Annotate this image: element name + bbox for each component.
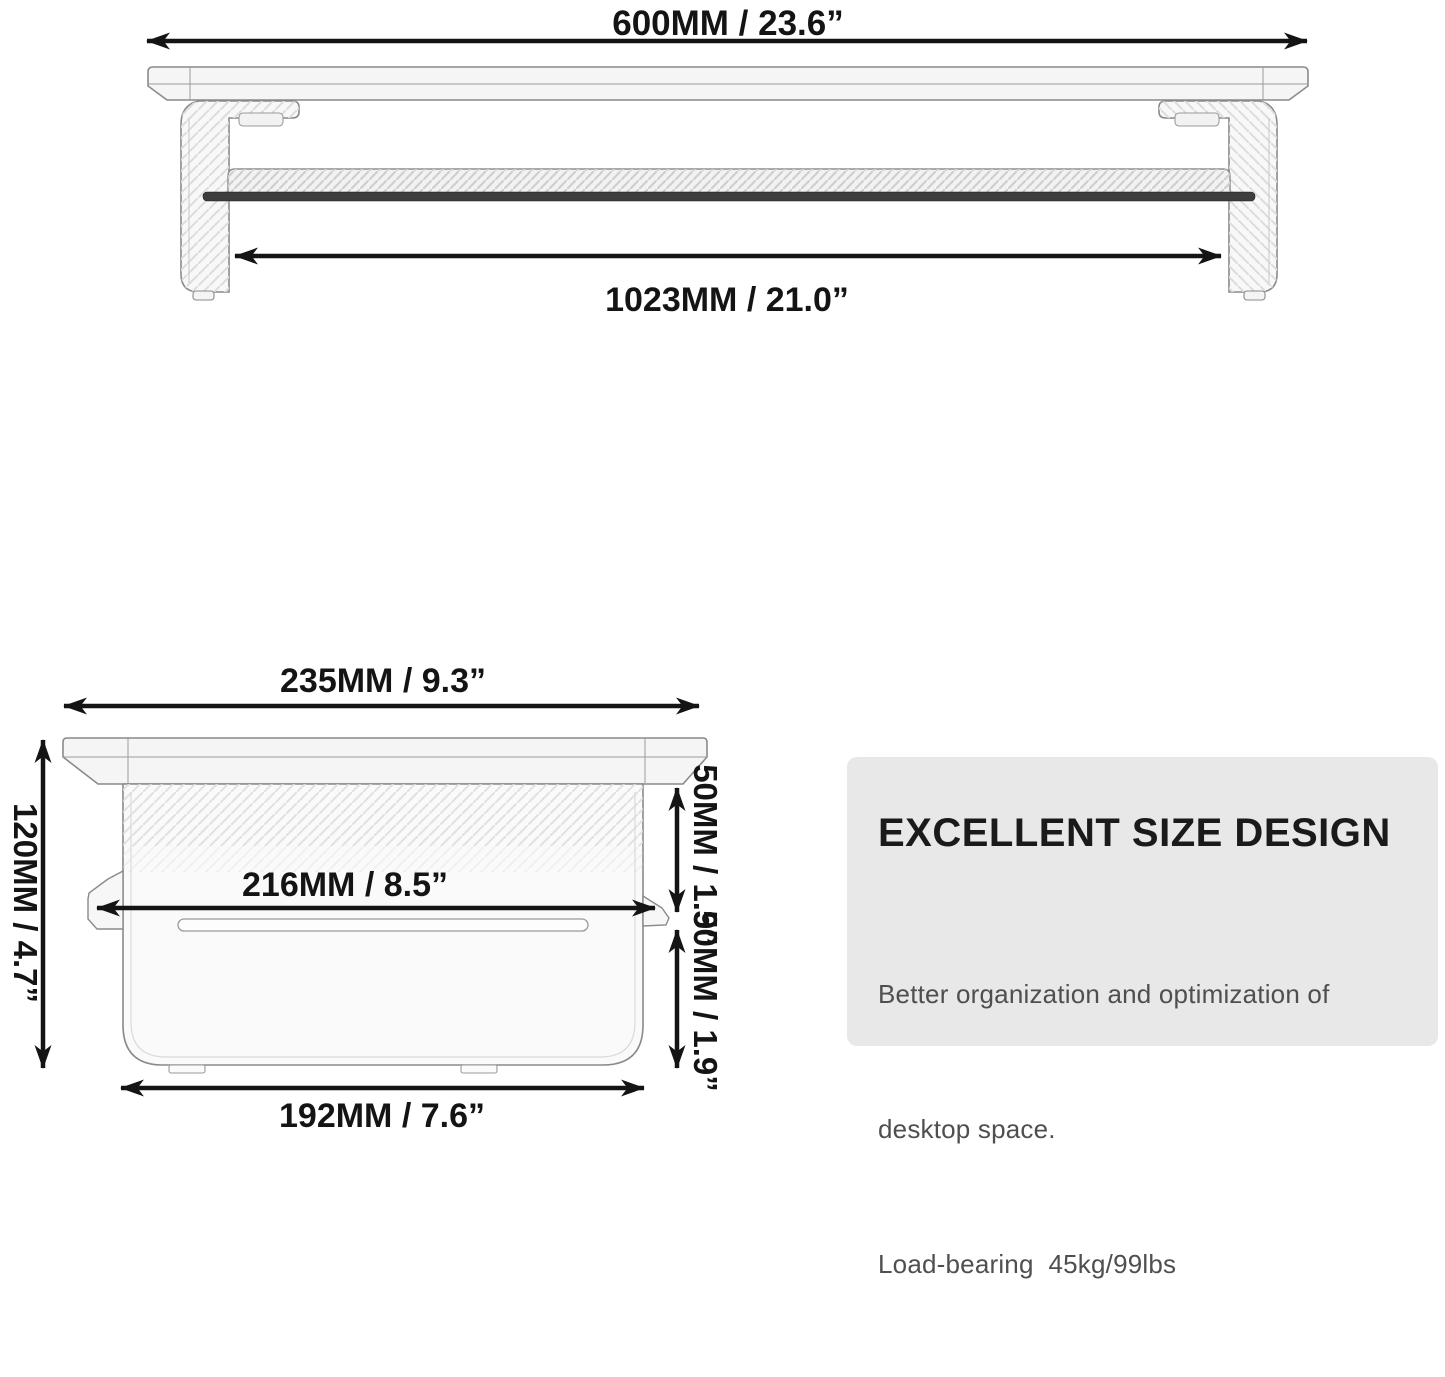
side-front-foot xyxy=(169,1065,205,1073)
front-left-leg-clip xyxy=(239,113,283,126)
side-top-platform xyxy=(63,738,707,784)
front-right-leg-clip xyxy=(1175,113,1219,126)
front-overall-width-label: 600MM / 23.6” xyxy=(612,4,844,43)
info-card-body-line: Load-bearing 45kg/99lbs xyxy=(878,1249,1177,1279)
front-shelf-texture xyxy=(228,169,1230,193)
side-slot xyxy=(178,919,588,931)
side-upper-gap-label: 50MM / 1.9” xyxy=(687,764,724,946)
front-shelf-front-edge xyxy=(203,192,1255,201)
front-shelf-width-label: 1023MM / 21.0” xyxy=(605,281,849,319)
info-card-body xyxy=(878,882,1410,1377)
side-lower-gap-label: 50MM / 1.9” xyxy=(687,910,724,1092)
info-card-body-line: Better organization and optimization of xyxy=(878,979,1330,1009)
side-base-depth-label: 192MM / 7.6” xyxy=(279,1097,485,1135)
front-left-foot xyxy=(193,291,214,300)
info-card-body-line: desktop space. xyxy=(878,1114,1056,1144)
side-right-tab xyxy=(643,896,669,926)
side-height-label: 120MM / 4.7” xyxy=(7,803,44,1003)
front-right-foot xyxy=(1244,291,1265,300)
side-left-tab xyxy=(88,871,123,929)
front-view-diagram xyxy=(147,4,1308,319)
side-inner-depth-label: 216MM / 8.5” xyxy=(242,866,448,904)
side-depth-label: 235MM / 9.3” xyxy=(280,662,486,700)
side-view-diagram xyxy=(7,662,724,1135)
size-design-info-card xyxy=(847,757,1438,1279)
info-card-title: EXCELLENT SIZE DESIGN xyxy=(878,811,1391,855)
side-rear-foot xyxy=(461,1065,497,1073)
side-leg-texture xyxy=(123,784,643,872)
